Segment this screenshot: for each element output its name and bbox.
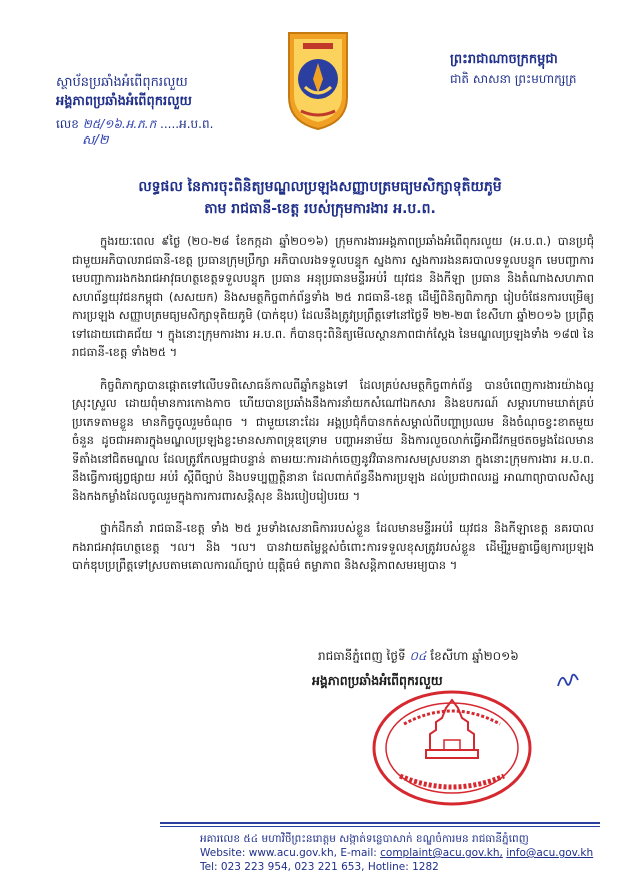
official-stamp: [370, 688, 535, 808]
reference-number: លេខ ២៥/១៦.អ.ភ.ក .....អ.ប.ព.: [56, 117, 214, 131]
paragraph-1: ក្នុងរយៈពេល ៩ថ្ងៃ (២០-២៨ ខែកក្កដា ឆ្នាំ២០១៦) ក្រុមការងារអង្គភាពប្រឆាំងអំពើពុករលួយ (អ.ប.ព.) បានប្រជុំជាមួយអភិបាលរាជធានី-ខេត្ត ប្រធានក្រុមប្រឹក្សា អភិបាលរងទទួលបន្ទុក ស្នងការ ស្នងការរងនគរបាលទទួលបន្ទុក មេបញ្ជាការមេបញ្ជាការរងកងរាជអាវុធហត្ថខេត្តទទួលបន្ទុក ប្រធាន អនុប្រធានមន្ទីរអប់រំ យុវជន និងកីឡា ប្រធាន និងតំណាងសហភាពសហព័ន្ធយុវជនកម្ពុជា (សសយក) និងសមត្ថកិច្ចពាក់ព័ន្ធទាំង ២៥ រាជធានី-ខេត្ត ដើម្បីពិនិត្យពិភាក្សា រៀបចំផែនការបម្រើឲ្យការប្រឡង សញ្ញាបត្រមធ្យមសិក្សាទុតិយភូមិ (បាក់ឌុប) ដែលនឹងត្រូវប្រព្រឹត្តទៅនៅថ្ងៃទី ២២-២៣ ខែសីហា ឆ្នាំ២០១៦ ប្រព្រឹត្តទៅដោយជោគជ័យ ។ ក្នុងនោះក្រុមការងារ អ.ប.ព. ក៏បានចុះពិនិត្យមើលស្ថានភាពជាក់ស្តែង នៃមណ្ឌលប្រឡងទាំង ១៨៧ នៃរាជធានី-ខេត្ត ទាំង២៥ ។: [72, 234, 594, 359]
reference-secondary: ស/២: [82, 133, 109, 148]
authority-line-2: អង្គភាពប្រឆាំងអំពើពុករលួយ: [56, 94, 192, 109]
stamp-seal-icon: [370, 688, 535, 808]
footer-rule-thin: [160, 826, 600, 827]
place-and-date: រាជធានីភ្នំពេញ ថ្ងៃទី ០៤ ខែសីហា ឆ្នាំ២០១៦: [318, 649, 519, 663]
acu-logo: [283, 27, 353, 132]
issuing-authority-block: [56, 74, 256, 151]
acu-emblem-icon: [283, 27, 353, 132]
footer-tel: Tel: 023 223 954, 023 221 653,: [200, 861, 365, 873]
footer-contact: [200, 832, 593, 874]
signer-name: អង្គភាពប្រឆាំងអំពើពុករលួយ: [312, 673, 443, 688]
document-body: [72, 232, 594, 589]
footer-address: អគារលេខ ៥៤ មហាវិថីព្រះនរោត្តម សង្កាត់ទន្លេបាសាក់ ខណ្ឌចំការមន រាជធានីភ្នំពេញ: [200, 833, 529, 845]
paragraph-3: ថ្នាក់ដឹកនាំ រាជធានី-ខេត្ត ទាំង ២៥ រួមទាំងសេនាធិការរបស់ខ្លួន ដែលមានមន្ទីរអប់រំ យុវជន និងកីឡាខេត្ត នគរបាល កងរាជអាវុធហត្ថខេត្ត ។ល។ និង ។ល។ បានវាយតម្លៃខ្ពស់ចំពោះការទទួលខុសត្រូវរបស់ខ្លួន ដើម្បីរួមគ្នាធ្វើឲ្យការប្រឡងបាក់ឌុបប្រព្រឹត្តទៅស្របតាមគោលការណ៍ច្បាប់ យុត្តិធម៌ តម្លាភាព និងសន្តិភាពសមរម្យបាន ។: [72, 521, 594, 572]
authority-line-1: ស្ថាប័នប្រឆាំងអំពើពុករលួយ: [56, 75, 188, 90]
signature-icon: [556, 670, 580, 692]
kingdom-line: ព្រះរាជាណាចក្រកម្ពុជា: [450, 52, 558, 67]
footer-phones: [200, 860, 593, 874]
document-title: [40, 176, 600, 220]
footer-email-info[interactable]: info@acu.gov.kh: [506, 847, 594, 859]
kingdom-motto-block: [450, 50, 600, 88]
title-line-1: លទ្ធផល នៃការចុះពិនិត្យមណ្ឌលប្រឡងសញ្ញាបត្រមធ្យមសិក្សាទុតិយភូមិ: [138, 179, 502, 195]
footer-email-complaint[interactable]: complaint@acu.gov.kh,: [380, 847, 503, 859]
footer-hotline: Hotline: 1282: [367, 861, 439, 873]
motto-line: ជាតិ សាសនា ព្រះមហាក្សត្រ: [450, 72, 577, 86]
paragraph-2: កិច្ចពិភាក្សាបានផ្តោតទៅលើបទពិសោធន៍កាលពីឆ្នាំកន្លងទៅ ដែលគ្រប់សមត្ថកិច្ចពាក់ព័ន្ធ បានបំពេញការងារយ៉ាងល្អ ស្រុះស្រួល ដោយពុំមានការកោងកាច ហើយបានប្រឆាំងនឹងការនាំយកសំណៅឯកសារ និងឧបករណ៍ សម្ភារហាមឃាត់គ្រប់ប្រភេទតាមខ្លួន មានកិច្ចចូលរួមចំណុច ។ ជាមួយនោះដែរ អង្គប្រជុំក៏បានកត់សម្គាល់ពីបញ្ហាប្រឈម និងចំណុចខ្វះខាតមួយចំនួន ដូចជាអគារក្នុងមណ្ឌលប្រឡងខ្លះមានសភាពទ្រុឌទ្រោម បញ្ហាអនាម័យ និងការលួចលាក់ធ្វើអាជីវកម្មថតចម្លងដែលមានទីតាំងនៅជិតមណ្ឌល ដែលត្រូវកែលម្អជាបន្ទាន់ តាមរយៈការដាក់ចេញនូវវិធានការសមស្របនានា ក្នុងនោះក្រុមការងារ អ.ប.ព. នឹងធ្វើការផ្សព្វផ្សាយ អប់រំ ស្តីពីច្បាប់ និងបទប្បញ្ញត្តិនានា ដែលពាក់ព័ន្ធនឹងការប្រឡង ដល់ប្រជាពលរដ្ឋ អាណាព្យាបាលសិស្ស និងកងកម្លាំងដែលចូលរួមក្នុងការការពារសន្តិសុខ និងរបៀបរៀបរយ ។: [72, 377, 594, 503]
footer-email-label: E-mail:: [340, 847, 377, 859]
footer-web-email: [200, 846, 593, 860]
footer-rule: [160, 822, 600, 824]
footer-website[interactable]: Website: www.acu.gov.kh,: [200, 847, 337, 859]
signature-mark: [556, 670, 580, 696]
title-line-2: តាម រាជធានី-ខេត្ត របស់ក្រុមការងារ អ.ប.ព.: [204, 201, 436, 217]
